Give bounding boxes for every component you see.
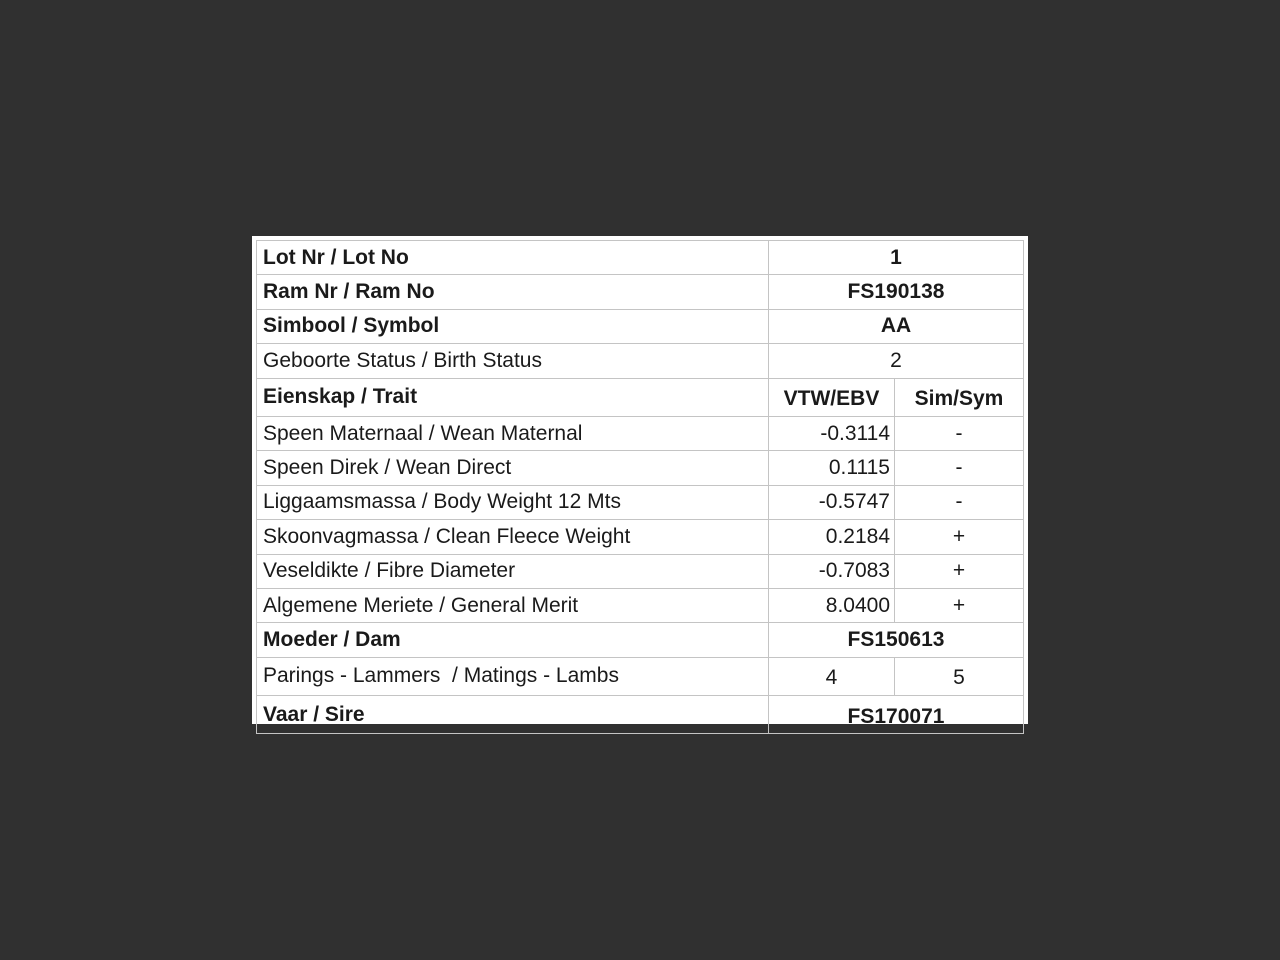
trait-row (257, 554, 1024, 588)
trait-header-label: Eienskap / Trait (257, 378, 769, 416)
trait-label: Algemene Meriete / General Merit (257, 588, 769, 622)
trait-label: Speen Direk / Wean Direct (257, 451, 769, 485)
trait-row (257, 485, 1024, 519)
trait-ebv: 0.1115 (769, 451, 895, 485)
trait-header-row (257, 378, 1024, 416)
symbol-label: Simbool / Symbol (257, 309, 769, 343)
dam-value: FS150613 (769, 623, 1024, 657)
lambs-value: 5 (895, 657, 1024, 695)
birth-status-label: Geboorte Status / Birth Status (257, 344, 769, 378)
trait-row (257, 416, 1024, 450)
dam-row (257, 623, 1024, 657)
ram-label: Ram Nr / Ram No (257, 275, 769, 309)
trait-ebv: -0.3114 (769, 416, 895, 450)
trait-sym: - (895, 485, 1024, 519)
trait-ebv: 8.0400 (769, 588, 895, 622)
birth-status-value: 2 (769, 344, 1024, 378)
matings-value: 4 (769, 657, 895, 695)
trait-ebv: -0.7083 (769, 554, 895, 588)
trait-sym: - (895, 451, 1024, 485)
lot-value: 1 (769, 241, 1024, 275)
trait-label: Liggaamsmassa / Body Weight 12 Mts (257, 485, 769, 519)
sire-value: FS170071 (769, 696, 1024, 734)
trait-ebv: -0.5747 (769, 485, 895, 519)
trait-row (257, 588, 1024, 622)
trait-row (257, 520, 1024, 554)
ram-info-table (256, 240, 1024, 734)
trait-sym: + (895, 588, 1024, 622)
symbol-value: AA (769, 309, 1024, 343)
dam-label: Moeder / Dam (257, 623, 769, 657)
trait-row (257, 451, 1024, 485)
ebv-header: VTW/EBV (769, 378, 895, 416)
trait-sym: + (895, 520, 1024, 554)
symbol-row (257, 309, 1024, 343)
trait-label: Veseldikte / Fibre Diameter (257, 554, 769, 588)
sire-row (257, 696, 1024, 734)
ram-value: FS190138 (769, 275, 1024, 309)
birth-status-row (257, 344, 1024, 378)
ram-row (257, 275, 1024, 309)
ram-info-card (252, 236, 1028, 728)
matings-row (257, 657, 1024, 695)
trait-label: Skoonvagmassa / Clean Fleece Weight (257, 520, 769, 554)
sym-header: Sim/Sym (895, 378, 1024, 416)
sire-label: Vaar / Sire (257, 696, 769, 734)
trait-label: Speen Maternaal / Wean Maternal (257, 416, 769, 450)
lot-row (257, 241, 1024, 275)
trait-ebv: 0.2184 (769, 520, 895, 554)
lot-label: Lot Nr / Lot No (257, 241, 769, 275)
matings-label: Parings - Lammers / Matings - Lambs (257, 657, 769, 695)
trait-sym: + (895, 554, 1024, 588)
trait-sym: - (895, 416, 1024, 450)
